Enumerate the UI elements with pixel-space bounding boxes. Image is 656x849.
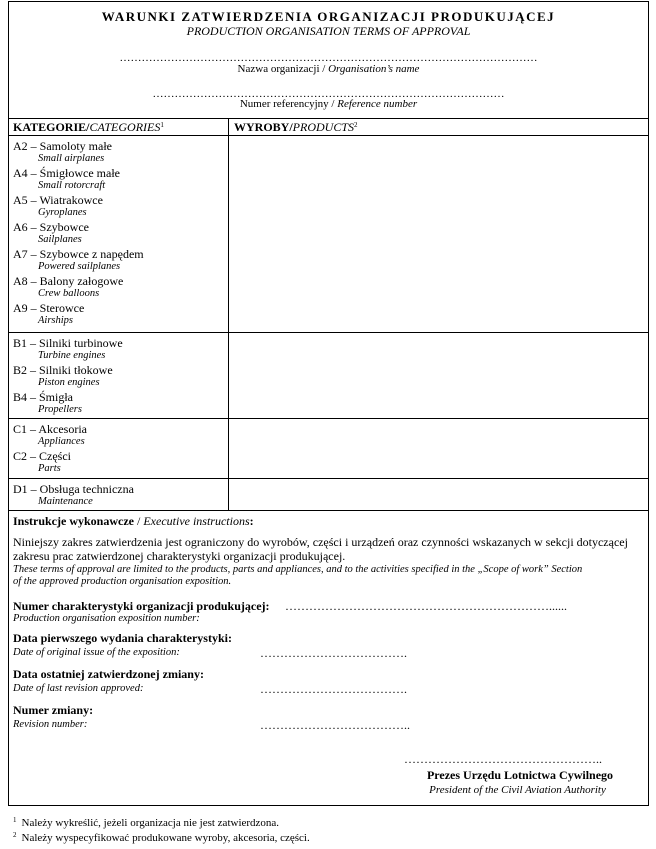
category-b2: B2 – Silniki tłokowe — [13, 363, 113, 377]
category-b1: B1 – Silniki turbinowe — [13, 336, 123, 350]
reference-caption-pl: Numer referencyjny / — [239, 98, 338, 110]
instructions-text-en-line1: These terms of approval are limited to the products, parts and appliances, and to the activities specified in the „Scope of work” Section — [13, 564, 583, 575]
org-name-caption-en: Organisation’s name — [328, 63, 420, 75]
instructions-heading-colon: : — [249, 514, 254, 528]
group-c-rule — [9, 478, 648, 479]
footnote-1-text: Należy wykreślić, jeżeli organizacja nie jest zatwierdzona. — [21, 817, 280, 829]
org-name-caption — [9, 63, 648, 75]
table-bottom-rule — [9, 510, 648, 511]
category-c1-en: Appliances — [38, 436, 85, 447]
category-a5: A5 – Wiatrakowce — [13, 193, 103, 207]
category-a2: A2 – Samoloty małe — [13, 139, 112, 153]
original-issue-field[interactable]: ………………………………. — [260, 646, 407, 660]
exposition-number-label: Numer charakterystyki organizacji produkującej: — [13, 599, 270, 613]
category-a4-en: Small rotorcraft — [38, 180, 106, 191]
group-b-rule — [9, 418, 648, 419]
instructions-text-pl-line2: zakresu prac zatwierdzonej charakterystyki organizacji produkującej. — [13, 549, 346, 563]
original-issue-label: Data pierwszego wydania charakterystyki: — [13, 631, 232, 645]
form-subtitle: PRODUCTION ORGANISATION TERMS OF APPROVAL — [186, 24, 471, 38]
instructions-heading-pl: Instrukcje wykonawcze — [13, 514, 134, 528]
category-b4: B4 – Śmigła — [13, 390, 74, 404]
category-a5-en: Gyroplanes — [38, 207, 87, 218]
footnote-1 — [13, 816, 279, 829]
category-d1: D1 – Obsługa techniczna — [13, 482, 134, 496]
instructions-heading-sep: / — [134, 514, 144, 528]
footnote-2-text: Należy wyspecyfikować produkowane wyroby, akcesoria, części. — [21, 832, 310, 844]
instructions-heading-en: Executive instructions — [143, 514, 250, 528]
revision-number-field[interactable]: ……………………………….. — [260, 718, 410, 732]
table-top-rule — [9, 118, 648, 119]
category-a9: A9 – Sterowce — [13, 301, 85, 315]
category-a7-en: Powered sailplanes — [38, 261, 121, 272]
category-a2-en: Small airplanes — [38, 153, 105, 164]
category-a6: A6 – Szybowce — [13, 220, 89, 234]
category-c1: C1 – Akcesoria — [13, 422, 87, 436]
category-a7: A7 – Szybowce z napędem — [13, 247, 144, 261]
category-a6-en: Sailplanes — [38, 234, 82, 245]
category-b2-en: Piston engines — [38, 377, 100, 388]
category-a8: A8 – Balony załogowe — [13, 274, 124, 288]
instructions-heading — [13, 514, 254, 529]
footnote-2-number: 2 — [13, 831, 17, 839]
reference-dotted-line: …………………………………………………………………………………… — [152, 88, 505, 100]
exposition-number-label-en: Production organisation exposition number: — [13, 613, 200, 624]
categories-header-en: CATEGORIES — [89, 120, 161, 134]
categories-header — [13, 120, 164, 135]
group-a-rule — [9, 332, 648, 333]
footnote-ref-1: 1 — [160, 121, 164, 129]
footnote-1-number: 1 — [13, 816, 17, 824]
products-header — [234, 120, 358, 135]
last-revision-label-en: Date of last revision approved: — [13, 683, 144, 694]
last-revision-field[interactable]: ………………………………. — [260, 682, 407, 696]
reference-caption — [9, 98, 648, 110]
signature-line[interactable]: ………………………………………….. — [404, 752, 602, 766]
category-a8-en: Crew balloons — [38, 288, 100, 299]
form-title: WARUNKI ZATWIERDZENIA ORGANIZACJI PRODUKUJĄCEJ — [101, 9, 556, 24]
last-revision-label: Data ostatniej zatwierdzonej zmiany: — [13, 667, 204, 681]
table-header-rule — [9, 135, 648, 136]
category-a4: A4 – Śmigłowce małe — [13, 166, 120, 180]
org-name-caption-pl: Nazwa organizacji / — [237, 63, 329, 75]
categories-header-pl: KATEGORIE/ — [13, 120, 90, 134]
category-b4-en: Propellers — [38, 404, 82, 415]
category-c2-en: Parts — [38, 463, 61, 474]
instructions-text-en-line2: of the approved production organisation exposition. — [13, 576, 232, 587]
revision-number-label-en: Revision number: — [13, 719, 88, 730]
category-c2: C2 – Części — [13, 449, 71, 463]
reference-caption-en: Reference number — [337, 98, 418, 110]
category-a9-en: Airships — [38, 315, 74, 326]
signatory-title-en: President of the Civil Aviation Authority — [429, 784, 606, 796]
footnote-2 — [13, 831, 310, 844]
original-issue-label-en: Date of original issue of the exposition: — [13, 647, 180, 658]
signatory-title: Prezes Urzędu Lotnictwa Cywilnego — [426, 768, 614, 782]
products-header-pl: WYROBY/ — [234, 120, 293, 134]
instructions-text-pl-line1: Niniejszy zakres zatwierdzenia jest ograniczony do wyrobów, części i urządzeń oraz czynności wskazanych w sekcji dotyczącej — [13, 535, 628, 549]
exposition-number-field[interactable]: …………………………………………………………...... — [285, 599, 567, 613]
category-d1-en: Maintenance — [38, 496, 93, 507]
category-b1-en: Turbine engines — [38, 350, 106, 361]
footnote-ref-2: 2 — [354, 121, 358, 129]
approval-form — [8, 1, 649, 806]
products-header-en: PRODUCTS — [292, 120, 355, 134]
org-name-dotted-line: …………………………………………………………………………………………………… — [119, 52, 538, 64]
revision-number-label: Numer zmiany: — [13, 703, 94, 717]
table-column-divider — [228, 118, 229, 510]
